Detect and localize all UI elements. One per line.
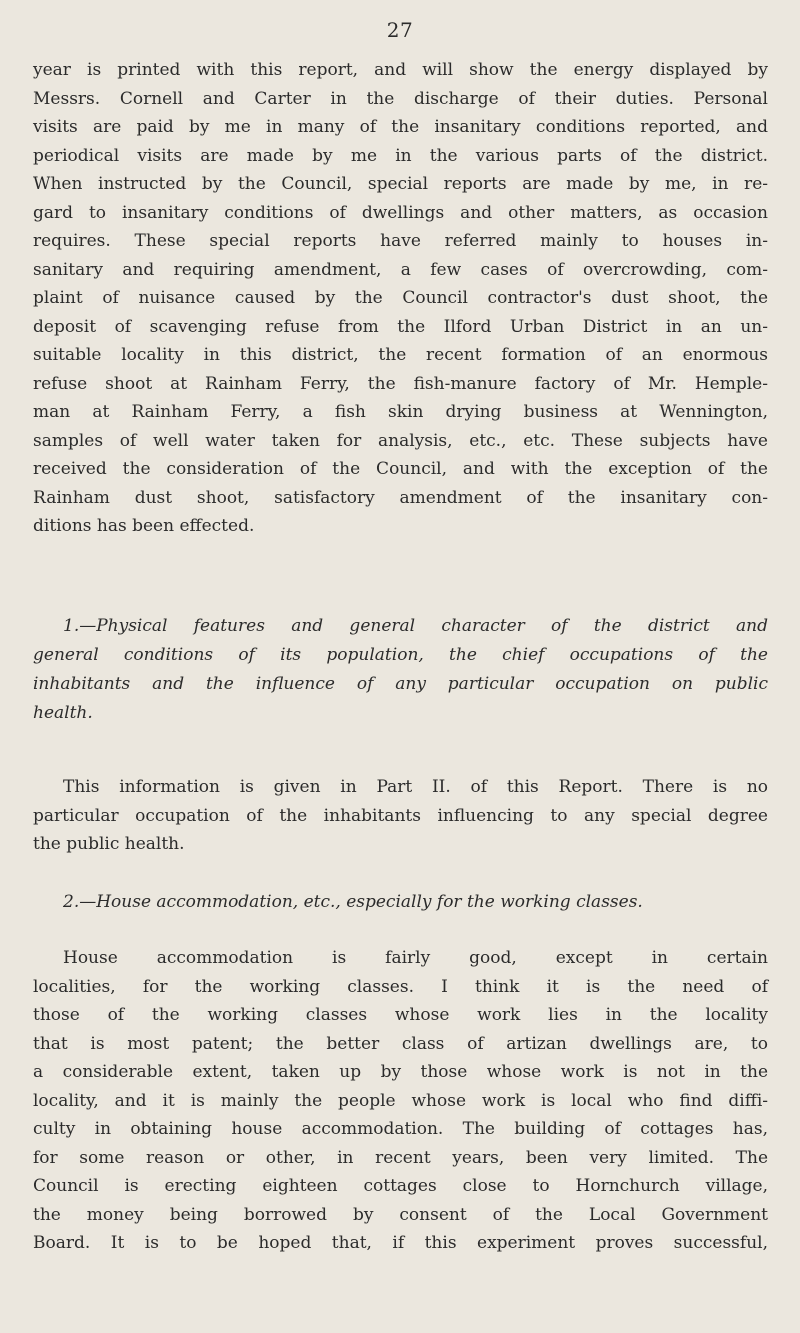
text-line: for some reason or other, in recent years, been very limited. The bbox=[33, 1147, 768, 1168]
text-line: periodical visits are made by me in the various parts of the district. bbox=[33, 145, 768, 166]
heading-line: inhabitants and the influence of any particular occupation on public bbox=[33, 674, 768, 694]
text-line: the public health. bbox=[33, 834, 185, 854]
text-line: year is printed with this report, and will show the energy displayed by bbox=[33, 60, 768, 80]
text-line: received the consideration of the Council, and with the exception of the bbox=[33, 459, 768, 479]
page-number: 27 bbox=[386, 18, 414, 42]
paragraph-house-accommodation bbox=[33, 944, 768, 1258]
text-line: particular occupation of the inhabitants influencing to any special degree bbox=[33, 805, 768, 826]
text-line: Board. It is to be hoped that, if this experiment proves successful, bbox=[33, 1233, 768, 1253]
text-line: that is most patent; the better class of artizan dwellings are, to bbox=[33, 1033, 768, 1054]
paragraph-insanitary-reports bbox=[33, 56, 768, 541]
text-line: samples of well water taken for analysis, etc., etc. These subjects have bbox=[33, 430, 768, 451]
heading-line: 1.—Physical features and general character of the district and bbox=[63, 616, 768, 636]
text-line: visits are paid by me in many of the insanitary conditions reported, and bbox=[33, 117, 768, 137]
text-line: refuse shoot at Rainham Ferry, the fish-manure factory of Mr. Hemple- bbox=[33, 373, 768, 394]
text-line: requires. These special reports have referred mainly to houses in- bbox=[33, 231, 768, 251]
text-line: gard to insanitary conditions of dwellings and other matters, as occasion bbox=[33, 202, 768, 223]
heading-line: 2.—House accommodation, etc., especially for the working classes. bbox=[63, 892, 643, 912]
text-line: suitable locality in this district, the recent formation of an enormous bbox=[33, 345, 768, 365]
text-line: Rainham dust shoot, satisfactory amendment of the insanitary con- bbox=[33, 487, 768, 508]
text-line: sanitary and requiring amendment, a few cases of overcrowding, com- bbox=[33, 259, 768, 280]
text-line: those of the working classes whose work lies in the locality bbox=[33, 1005, 768, 1025]
text-line: When instructed by the Council, special reports are made by me, in re- bbox=[33, 174, 768, 194]
text-line: culty in obtaining house accommodation. The building of cottages has, bbox=[33, 1119, 768, 1139]
text-line: a considerable extent, taken up by those whose work is not in the bbox=[33, 1062, 768, 1082]
text-line: Council is erecting eighteen cottages close to Hornchurch village, bbox=[33, 1176, 768, 1196]
paragraph-occupation-info bbox=[33, 773, 768, 859]
text-line: the money being borrowed by consent of the Local Government bbox=[33, 1204, 768, 1225]
text-line: This information is given in Part II. of this Report. There is no bbox=[63, 777, 768, 797]
text-line: locality, and it is mainly the people whose work is local who find diffi- bbox=[33, 1090, 768, 1111]
section-heading-physical-features bbox=[33, 612, 768, 728]
text-line: House accommodation is fairly good, except in certain bbox=[63, 948, 768, 968]
text-line: plaint of nuisance caused by the Council contractor's dust shoot, the bbox=[33, 288, 768, 308]
heading-line: general conditions of its population, the chief occupations of the bbox=[33, 645, 768, 665]
text-line: localities, for the working classes. I think it is the need of bbox=[33, 976, 768, 997]
text-line: ditions has been effected. bbox=[33, 516, 255, 536]
section-heading-house-accommodation bbox=[33, 888, 768, 917]
text-line: deposit of scavenging refuse from the Ilford Urban District in an un- bbox=[33, 316, 768, 337]
text-line: Messrs. Cornell and Carter in the discharge of their duties. Personal bbox=[33, 88, 768, 109]
text-line: man at Rainham Ferry, a fish skin drying business at Wennington, bbox=[33, 402, 768, 422]
heading-line: health. bbox=[33, 703, 93, 723]
